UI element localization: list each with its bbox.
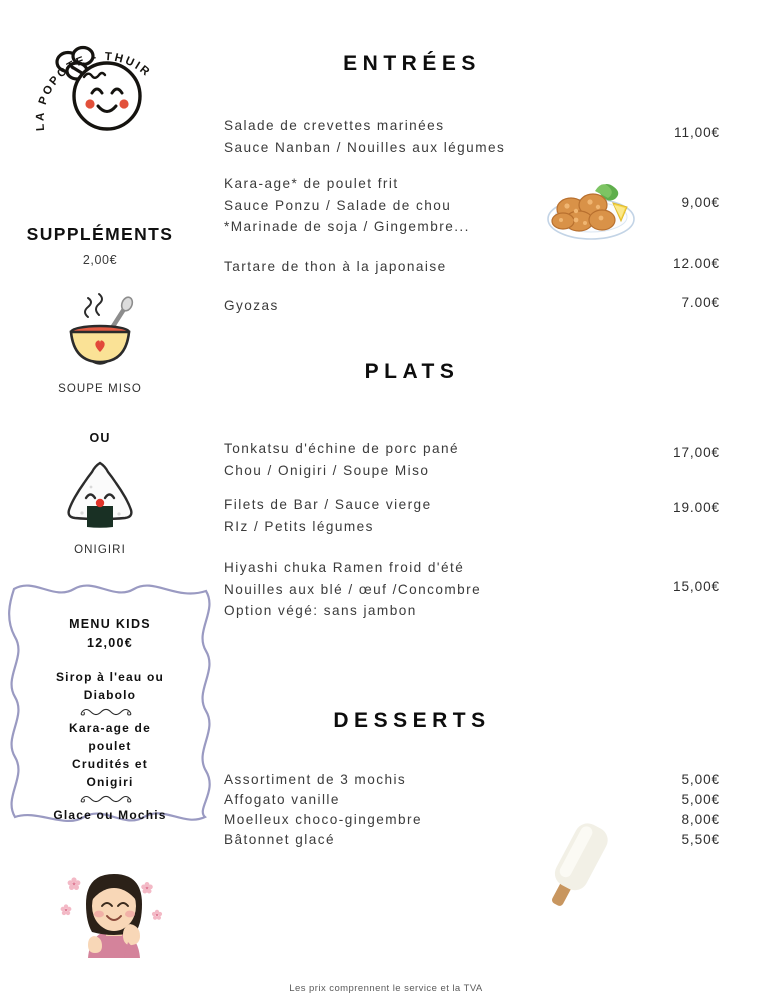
menu-item-line: RIz / Petits légumes xyxy=(224,518,374,534)
miso-soup-bowl-icon xyxy=(54,288,146,376)
dessert-list xyxy=(224,772,744,852)
menu-content xyxy=(212,0,772,1000)
menu-item-line: Tartare de thon à la japonaise xyxy=(224,259,447,274)
vanilla-popsicle-icon xyxy=(517,812,637,922)
kids-menu-line: Diabolo xyxy=(83,687,137,702)
sidebar xyxy=(0,0,212,1000)
supplements-price: 2,00€ xyxy=(82,253,118,267)
menu-item-price: 5,50€ xyxy=(681,832,720,847)
kids-menu-line: poulet xyxy=(88,738,132,753)
menu-item-price: 5,00€ xyxy=(681,772,720,787)
menu-item-price: 7.00€ xyxy=(681,295,720,310)
menu-item-line: Hiyashi chuka Ramen froid d'été xyxy=(224,560,465,575)
onigiri-rice-ball-icon xyxy=(58,457,142,537)
menu-item-description xyxy=(224,115,654,158)
footer-note: Les prix comprennent le service et la TVA xyxy=(289,983,483,994)
menu-item-line: Moelleux choco-gingembre xyxy=(224,812,423,827)
menu-item-line: Gyozas xyxy=(224,298,279,313)
kids-menu-line: Crudités et xyxy=(72,756,148,771)
logo-text: LA POPOTE - THUIR xyxy=(34,50,154,132)
menu-item-line: Chou / Onigiri / Soupe Miso xyxy=(224,462,430,478)
kids-menu-price: 12,00€ xyxy=(86,636,134,651)
miso-soup-block xyxy=(0,288,200,395)
squiggle-divider-icon xyxy=(79,793,141,804)
kids-menu-line: Sirop à l'eau ou xyxy=(55,669,165,684)
onigiri-block xyxy=(0,457,200,556)
menu-item[interactable] xyxy=(224,792,744,812)
girl-illustration xyxy=(44,862,184,958)
menu-item-line: Bâtonnet glacé xyxy=(224,832,335,847)
kids-menu-line: Glace ou Mochis xyxy=(53,807,167,822)
menu-item-description xyxy=(224,557,654,622)
menu-item-description xyxy=(224,256,654,278)
brand-logo xyxy=(28,34,178,166)
menu-item[interactable] xyxy=(224,772,744,792)
supplements-section xyxy=(0,224,200,267)
kids-menu-content xyxy=(24,615,196,824)
menu-item-description xyxy=(224,494,654,537)
section-heading-entrees: ENTRÉES xyxy=(343,52,481,75)
menu-item-line: Sauce Ponzu / Salade de chou xyxy=(224,197,452,213)
miso-caption: SOUPE MISO xyxy=(58,383,142,395)
menu-item-price: 17,00€ xyxy=(673,445,720,460)
menu-item-description xyxy=(224,438,654,481)
onigiri-caption: ONIGIRI xyxy=(74,544,126,556)
menu-item-line: Tonkatsu d'échine de porc pané xyxy=(224,441,460,456)
menu-item-line: Filets de Bar / Sauce vierge xyxy=(224,497,432,512)
supplements-title: SUPPLÉMENTS xyxy=(26,224,174,244)
menu-item[interactable] xyxy=(224,812,744,832)
menu-item-price: 8,00€ xyxy=(681,812,720,827)
fried-chicken-plate-icon xyxy=(545,163,637,245)
menu-item-price: 5,00€ xyxy=(681,792,720,807)
menu-item-price: 15,00€ xyxy=(673,579,720,594)
menu-item-price: 11,00€ xyxy=(674,125,720,140)
menu-item[interactable] xyxy=(224,832,744,852)
menu-item-price: 19.00€ xyxy=(673,500,720,515)
menu-item-line: Option végé: sans jambon xyxy=(224,603,417,618)
menu-item-line: *Marinade de soja / Gingembre... xyxy=(224,219,470,234)
menu-item-line: Assortiment de 3 mochis xyxy=(224,772,407,787)
menu-item-line: Kara-age* de poulet frit xyxy=(224,176,399,191)
or-separator xyxy=(0,431,200,445)
or-label: OU xyxy=(89,431,111,445)
menu-item-line: Affogato vanille xyxy=(224,792,340,807)
menu-item-line: Sauce Nanban / Nouilles aux légumes xyxy=(224,139,506,155)
section-heading-desserts: DESSERTS xyxy=(333,709,491,732)
kids-menu-card xyxy=(8,583,212,823)
menu-item-price: 9,00€ xyxy=(681,195,720,210)
kids-menu-line: Onigiri xyxy=(86,774,134,789)
kids-menu-line: Kara-age de xyxy=(69,720,151,735)
menu-item-description xyxy=(224,295,654,317)
popsicle-image xyxy=(517,812,637,922)
squiggle-divider-icon xyxy=(79,706,141,717)
menu-item-line: Salade de crevettes marinées xyxy=(224,118,445,133)
menu-item-line: Nouilles aux blé / œuf /Concombre xyxy=(224,581,482,597)
kids-menu-title: MENU KIDS xyxy=(69,617,151,631)
karaage-image xyxy=(545,163,637,245)
logo-icon xyxy=(28,34,178,166)
section-heading-plats: PLATS xyxy=(364,360,460,383)
happy-woman-with-flowers-icon xyxy=(44,862,184,958)
menu-item-price: 12.00€ xyxy=(673,256,720,271)
